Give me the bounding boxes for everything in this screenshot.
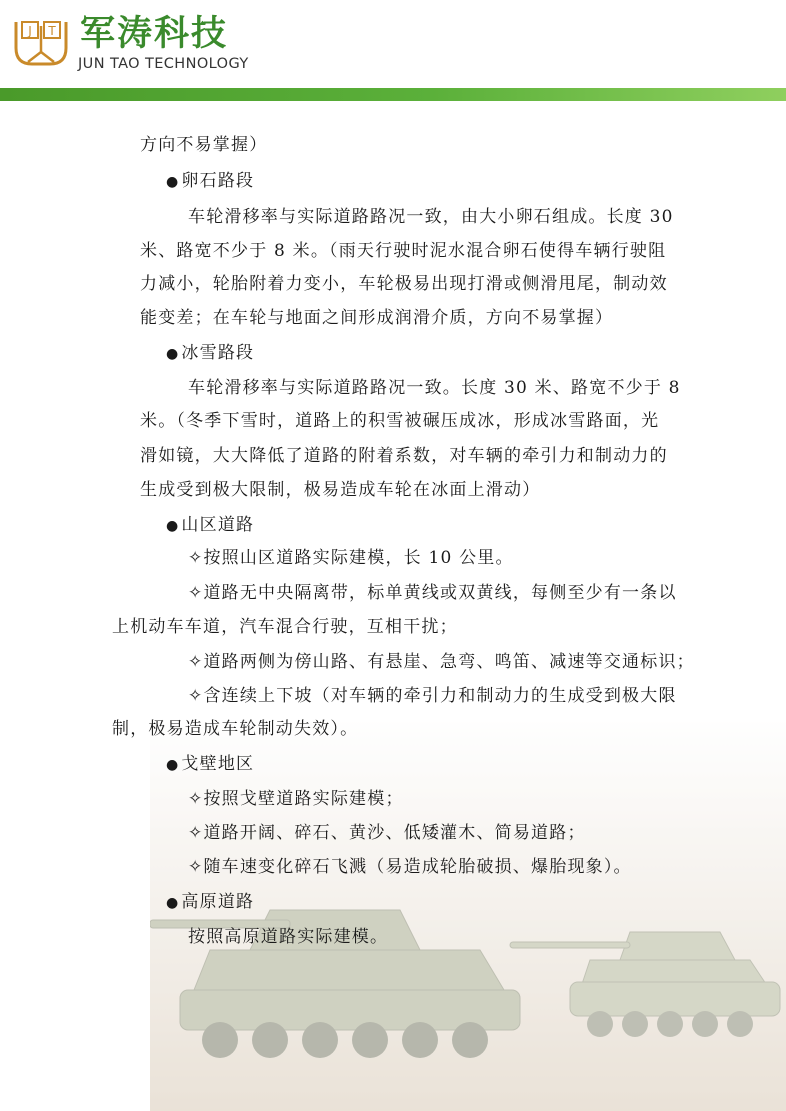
brand-name-chinese: 军涛科技 bbox=[80, 14, 229, 54]
text-line: 制，极易造成车轮制动失效）。 bbox=[112, 719, 359, 739]
text-line: 方向不易掌握） bbox=[140, 135, 268, 155]
text-line: ✧按照山区道路实际建模，长 10 公里。 bbox=[188, 548, 514, 568]
text-line: ✧道路两侧为傍山路、有悬崖、急弯、鸣笛、减速等交通标识； bbox=[188, 652, 695, 672]
section-heading-ice-snow: ● 冰雪路段 bbox=[166, 343, 255, 363]
logo-letter-j: J bbox=[28, 24, 32, 38]
bullet-icon: ● bbox=[166, 346, 180, 362]
diamond-icon: ✧ bbox=[188, 857, 204, 877]
brand-name-english: JUN TAO TECHNOLOGY bbox=[78, 56, 249, 72]
text-line: 按照高原道路实际建模。 bbox=[188, 927, 389, 947]
diamond-icon: ✧ bbox=[188, 548, 204, 568]
section-heading-plateau: ● 高原道路 bbox=[166, 892, 255, 912]
text-line: 车轮滑移率与实际道路路况一致。长度 30 米、路宽不少于 8 bbox=[188, 378, 681, 398]
bullet-icon: ● bbox=[166, 174, 180, 190]
diamond-icon: ✧ bbox=[188, 583, 204, 603]
bullet-icon: ● bbox=[166, 757, 180, 773]
section-heading-gobi: ● 戈壁地区 bbox=[166, 754, 255, 774]
text-line: ✧道路无中央隔离带，标单黄线或双黄线，每侧至少有一条以 bbox=[188, 583, 677, 603]
text-line: 米、路宽不少于 8 米。（雨天行驶时泥水混合卵石使得车辆行驶阻 bbox=[140, 241, 667, 261]
bullet-icon: ● bbox=[166, 518, 180, 534]
text-line: ✧含连续上下坡（对车辆的牵引力和制动力的生成受到极大限 bbox=[188, 686, 677, 706]
text-line: ✧按照戈壁道路实际建模； bbox=[188, 789, 404, 809]
diamond-icon: ✧ bbox=[188, 823, 204, 843]
logo-letter-t: T bbox=[48, 24, 56, 38]
section-heading-cobblestone: ● 卵石路段 bbox=[166, 171, 255, 191]
section-heading-mountain: ● 山区道路 bbox=[166, 515, 255, 535]
diamond-icon: ✧ bbox=[188, 652, 204, 672]
text-line: 滑如镜，大大降低了道路的附着系数，对车辆的牵引力和制动力的 bbox=[140, 446, 668, 466]
text-line: ✧随车速变化碎石飞溅（易造成轮胎破损、爆胎现象）。 bbox=[188, 857, 632, 877]
text-line: 能变差；在车轮与地面之间形成润滑介质，方向不易掌握） bbox=[140, 308, 614, 328]
text-line: 车轮滑移率与实际道路路况一致，由大小卵石组成。长度 30 bbox=[188, 207, 674, 227]
text-line: 力减小，轮胎附着力变小，车轮极易出现打滑或侧滑甩尾，制动效 bbox=[140, 274, 668, 294]
text-line: 生成受到极大限制，极易造成车轮在冰面上滑动） bbox=[140, 480, 541, 500]
text-line: 上机动车车道，汽车混合行驶，互相干扰； bbox=[112, 617, 458, 637]
bullet-icon: ● bbox=[166, 895, 180, 911]
diamond-icon: ✧ bbox=[188, 789, 204, 809]
text-line: 米。（冬季下雪时，道路上的积雪被碾压成冰，形成冰雪路面，光 bbox=[140, 411, 660, 431]
text-line: ✧道路开阔、碎石、黄沙、低矮灌木、简易道路； bbox=[188, 823, 586, 843]
diamond-icon: ✧ bbox=[188, 686, 204, 706]
